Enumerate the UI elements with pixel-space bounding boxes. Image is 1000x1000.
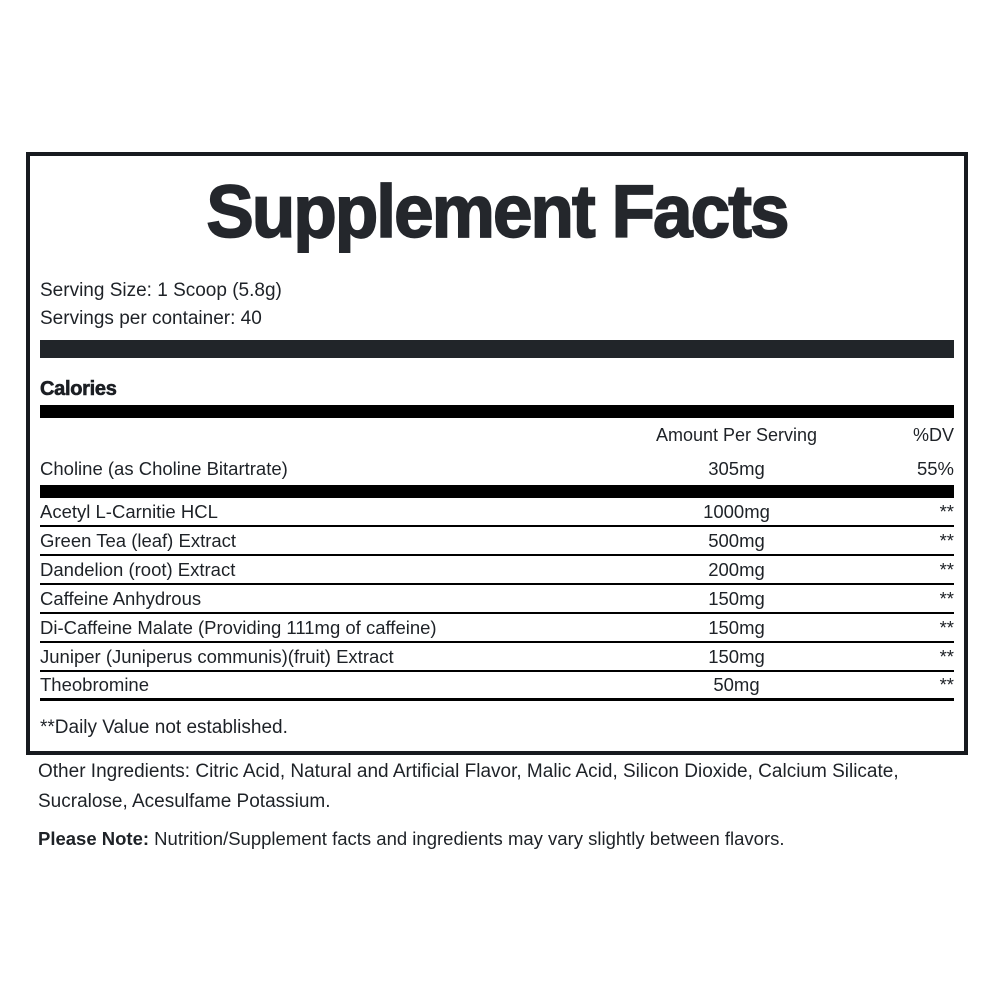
table-row <box>40 498 954 527</box>
please-note-label: Please Note: <box>38 828 150 849</box>
ingredient-amount: 150mg <box>708 587 765 609</box>
ingredient-amount: 50mg <box>713 674 760 695</box>
mid-divider-bar <box>40 485 954 498</box>
calories-label: Calories <box>40 378 117 400</box>
table-row <box>40 556 954 585</box>
ingredient-name: Di-Caffeine Malate (Providing 111mg of caffeine) <box>40 616 437 638</box>
ingredient-name: Theobromine <box>40 674 150 695</box>
ingredient-dv: 55% <box>916 457 954 479</box>
daily-value-footnote: **Daily Value not established. <box>40 717 288 738</box>
table-row-choline <box>40 452 954 485</box>
ingredient-dv: ** <box>939 500 954 522</box>
ingredient-dv: ** <box>939 674 954 695</box>
table-row <box>40 672 954 701</box>
ingredient-name: Dandelion (root) Extract <box>40 558 236 580</box>
ingredient-name: Choline (as Choline Bitartrate) <box>40 457 288 479</box>
column-header-amount: Amount Per Serving <box>655 424 818 445</box>
ingredient-dv: ** <box>939 558 954 580</box>
ingredient-amount: 305mg <box>708 457 765 479</box>
ingredient-amount: 200mg <box>708 558 765 580</box>
table-row <box>40 585 954 614</box>
servings-per-container-text: Servings per container: 40 <box>40 308 262 329</box>
table-row <box>40 527 954 556</box>
top-divider-bar <box>40 340 954 358</box>
panel-title: Supplement Facts <box>206 170 788 253</box>
ingredient-name: Green Tea (leaf) Extract <box>40 529 237 551</box>
ingredient-amount: 150mg <box>708 616 765 638</box>
column-header-dv: %DV <box>912 424 954 445</box>
please-note-body: Nutrition/Supplement facts and ingredients may vary slightly between flavors. <box>149 828 785 849</box>
ingredient-table <box>40 498 954 701</box>
ingredient-amount: 150mg <box>708 645 765 667</box>
ingredient-name: Acetyl L-Carnitie HCL <box>40 500 218 522</box>
please-note-text <box>38 827 966 851</box>
ingredient-amount: 1000mg <box>703 500 770 522</box>
other-ingredients-text: Other Ingredients: Citric Acid, Natural and Artificial Flavor, Malic Acid, Silicon Dioxide, Calcium Silicate, Sucralose, Acesulfame Potassium. <box>38 761 899 812</box>
ingredient-name: Juniper (Juniperus communis)(fruit) Extract <box>40 645 394 667</box>
ingredient-amount: 500mg <box>708 529 765 551</box>
table-header-row <box>40 418 954 452</box>
supplement-facts-panel <box>26 152 968 755</box>
ingredient-dv: ** <box>939 645 954 667</box>
table-row <box>40 614 954 643</box>
ingredient-name: Caffeine Anhydrous <box>40 587 202 609</box>
table-row <box>40 643 954 672</box>
serving-size-text: Serving Size: 1 Scoop (5.8g) <box>40 280 282 301</box>
ingredient-dv: ** <box>939 587 954 609</box>
ingredient-dv: ** <box>939 616 954 638</box>
calories-divider-bar <box>40 405 954 418</box>
ingredient-dv: ** <box>939 529 954 551</box>
